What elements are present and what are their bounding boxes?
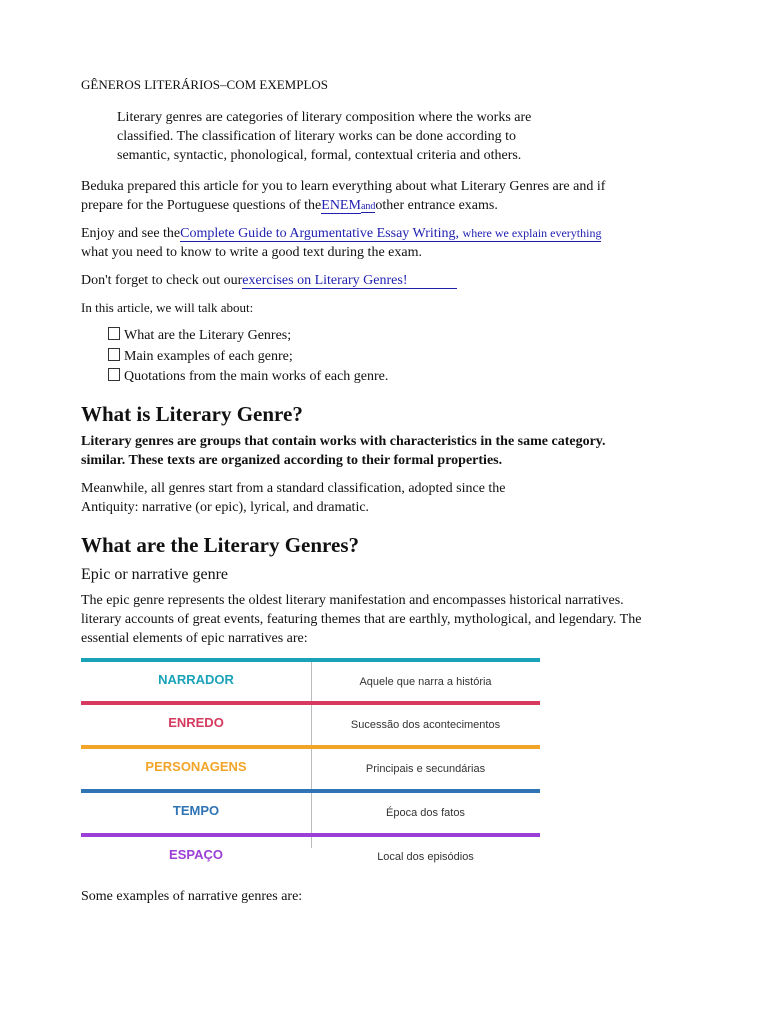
paragraph-line: Beduka prepared this article for you to learn everything about what Literary Genres are and if — [81, 179, 606, 194]
element-description: Local dos episódios — [377, 851, 474, 863]
element-description: Principais e secundárias — [365, 763, 486, 775]
element-label: ENREDO — [168, 715, 224, 730]
element-description: Aquele que narra a história — [359, 676, 492, 688]
table-row — [81, 789, 540, 833]
element-description: Sucessão dos acontecimentos — [350, 719, 501, 731]
heading-what-is: What is Literary Genre? — [81, 402, 303, 426]
doc-title: GÊNEROS LITERÁRIOS–COM EXEMPLOS — [81, 77, 329, 92]
paragraph-line: similar. These texts are organized according to their formal properties. — [81, 453, 503, 468]
table-row — [81, 701, 540, 745]
element-label: ESPAÇO — [169, 847, 223, 862]
paragraph-line: literary accounts of great events, featuring themes that are earthly, mythological, and legendary. The — [81, 612, 642, 627]
paragraph-line: Meanwhile, all genres start from a standard classification, adopted since the — [81, 481, 506, 496]
row-color-bar — [81, 745, 540, 749]
narrative-elements-table — [81, 658, 540, 863]
bold-definition — [81, 432, 606, 470]
intro-line: semantic, syntactic, phonological, formal, contextual criteria and others. — [117, 148, 522, 163]
paragraph-line: what you need to know to write a good text during the exam. — [81, 245, 422, 260]
enem-link-small[interactable]: and — [360, 201, 376, 212]
paragraph-line: essential elements of epic narratives are: — [81, 631, 308, 646]
row-color-bar — [81, 833, 540, 837]
enem-link[interactable]: ENEM — [321, 198, 361, 213]
element-label: PERSONAGENS — [145, 759, 247, 774]
paragraph-examples: Some examples of narrative genres are: — [81, 889, 303, 904]
paragraph-line: Enjoy and see theComplete Guide to Argumentative Essay Writing, where we explain everything — [81, 226, 602, 241]
paragraph-topics-intro: In this article, we will talk about: — [81, 300, 254, 315]
checkbox-icon — [108, 368, 120, 381]
table-row — [81, 658, 540, 702]
checkbox-icon — [108, 348, 120, 361]
list-item: What are the Literary Genres; — [108, 326, 388, 347]
table-row — [81, 833, 540, 877]
row-color-bar — [81, 658, 540, 662]
heading-what-are: What are the Literary Genres? — [81, 533, 359, 557]
list-item: Main examples of each genre; — [108, 347, 388, 368]
topics-list — [108, 326, 388, 388]
row-color-bar — [81, 789, 540, 793]
paragraph-classification — [81, 479, 506, 517]
paragraph-line: prepare for the Portuguese questions of theENEMandother entrance exams. — [81, 198, 498, 213]
intro-line: classified. The classification of literary works can be done according to — [117, 129, 516, 144]
intro-paragraph — [117, 108, 531, 165]
row-color-bar — [81, 701, 540, 705]
exercises-link[interactable]: exercises on Literary Genres! — [242, 273, 457, 289]
element-description: Época dos fatos — [386, 807, 465, 819]
checkbox-icon — [108, 327, 120, 340]
paragraph-epic — [81, 591, 731, 648]
paragraph-beduka — [81, 177, 721, 216]
paragraph-exercises: Don't forget to check out ourexercises on Literary Genres! — [81, 271, 457, 290]
element-label: TEMPO — [172, 803, 220, 818]
paragraph-line: Antiquity: narrative (or epic), lyrical, and dramatic. — [81, 500, 370, 515]
paragraph-guide — [81, 224, 721, 262]
paragraph-line: Literary genres are groups that contain works with characteristics in the same category. — [81, 434, 606, 449]
paragraph-line: The epic genre represents the oldest literary manifestation and encompasses historical narratives. — [81, 593, 624, 608]
essay-guide-link[interactable]: Complete Guide to Argumentative Essay Writing, where we explain everything — [180, 226, 602, 241]
element-label: NARRADOR — [158, 672, 234, 687]
list-item: Quotations from the main works of each genre. — [108, 367, 388, 388]
table-row — [81, 745, 540, 789]
intro-line: Literary genres are categories of literary composition where the works are — [117, 110, 532, 125]
heading-epic: Epic or narrative genre — [81, 566, 229, 583]
